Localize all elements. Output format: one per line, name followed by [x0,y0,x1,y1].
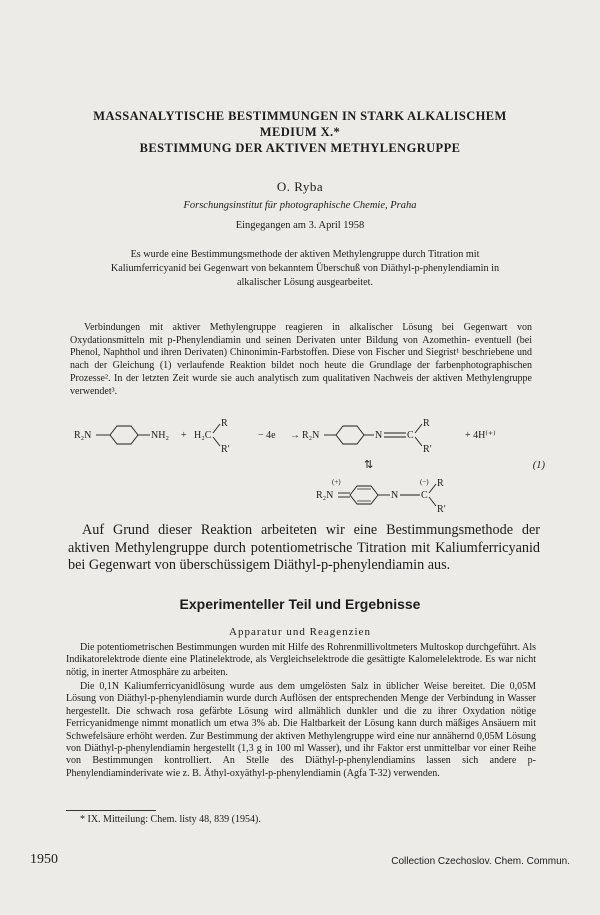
eq-r-3: R [437,478,444,489]
section-heading: Experimenteller Teil und Ergebnisse [179,596,421,612]
eq-equilibrium: ⇅ [364,459,374,471]
eq-r2n-2: R₂N [302,430,320,441]
eq-rprime-1: R′ [221,444,230,455]
author-affiliation: Forschungsinstitut für photographische Chemie, Praha [183,200,417,211]
eq-n-2: N [391,490,399,501]
eq-r2n-3: R₂N [316,490,334,501]
eq-h2c: H₂C [194,430,212,441]
eq-r2n-1: R₂N [74,430,92,441]
reagents-paragraph: Die 0,1N Kaliumferricyanidlösung wurde aus dem umgelösten Salz in üblicher Weise bereitet. Die 0,05M Lösung von Diäthyl-p-phenylendiamin wurde durch Auflösen der entsprechenden Menge der Verbindung in Wasser hergestellt. Die schwach rosa gefärbte Lösung wird allmählich dunkler und die zu ihrer Oxydation nötige Ferricyanidmenge nimmt monatlich um etwa 3% ab. Die Haltbarkeit der Lösung kann durch mäßiges Ansäuern mit Schwefelsäure erhöht werden. Zur Bestimmung der aktiven Methylengruppe wird eine nur annähernd 0,05M Lösung von Diäthyl-p-phenylendiamin hergestellt (1,3 g in 100 ml Wasser), und ihr Faktor erst unmittelbar vor einer Reihe von Bestimmungen kontrolliert. An Stelle des Diäthyl-p-phenylendiamins lassen sich andere p-Phenylendiaminderivate wie z. B. Äthyl-oxyäthyl-p-phenylendiamin (Agfa T-32) verwenden. [66,681,536,779]
eq-rprime-2: R′ [423,444,432,455]
method-statement: Auf Grund dieser Reaktion arbeiteten wir eine Bestimmungsmethode der aktiven Methylengruppe durch potentiometrische Titration mit Kaliumferricyanid bei Gegenwart von überschüssigem Diäthyl-p-phenylendiamin aus. [68,522,540,573]
eq-nh2: NH₂ [151,430,169,441]
title-line-1: MASSANALYTISCHE BESTIMMUNGEN IN STARK ALKALISCHEM [93,109,507,123]
eq-charge-plus: (+) [332,478,341,486]
equation-number: (1) [532,460,545,471]
eq-rprime-3: R′ [437,504,446,515]
eq-n-1: N [375,430,383,441]
abstract: Es wurde eine Bestimmungsmethode der aktiven Methylengruppe durch Titration mit Kaliumferricyanid bei Gegenwart von bekanntem Überschuß von Diäthyl-p-phenylendiamin in alkalischer Lösung ausgearbeitet. [110,249,500,288]
benzene-ring-1 [110,426,138,444]
journal-name: Collection Czechoslov. Chem. Commun. [391,856,570,867]
title-line-3: BESTIMMUNG DER AKTIVEN METHYLENGRUPPE [139,141,461,155]
eq-r-2: R [423,418,430,429]
eq-r-1: R [221,418,228,429]
subsection-heading: Apparatur und Reagenzien [229,626,371,638]
article-title [40,108,560,156]
reaction-equation [70,418,550,518]
footnote-rule [66,810,156,811]
eq-c-1: C [407,430,414,441]
apparatus-paragraph: Die potentiometrischen Bestimmungen wurden mit Hilfe des Rohrenmillivoltmeters Multoskop durchgeführt. Als Indikatorelektrode diente eine Platinelektrode, als Vergleichselektrode die gesättigte Kalomelelektrode. Es war nicht nötig, in inerter Atmosphäre zu arbeiten. [66,642,536,678]
eq-arrow: → [290,430,300,441]
received-date: Eingegangen am 3. April 1958 [235,220,365,231]
title-line-2: MEDIUM X.* [259,125,341,139]
eq-charge-minus: (−) [420,478,429,486]
eq-plus: + [181,430,187,441]
intro-paragraph: Verbindungen mit aktiver Methylengruppe reagieren in alkalischer Lösung bei Gegenwart von Oxydationsmitteln mit p-Phenylendiamin und seinen Derivaten unter Bildung von Azomethin- eventuell (bei Phenol, Naphthol und ihren Derivaten) Chinonimin-Farbstoffen. Diese von Fischer und Siegrist¹ beschriebene und nach der Gleichung (1) verlaufende Reaktion bildet noch heute die Grundlage der farbenphotographischen Prozesse². In der letzten Zeit wurde sie auch analytisch zum qualitativen Nachweis der aktiven Methylengruppe verwendet³. [70,322,532,397]
footnote: * IX. Mitteilung: Chem. listy 48, 839 (1954). [80,814,261,825]
eq-c-2: C [421,490,428,501]
eq-minus-4e: − 4e [258,430,276,441]
page-number: 1950 [30,852,58,867]
benzene-ring-2 [336,426,364,444]
eq-plus-4h: + 4H⁽⁺⁾ [465,430,496,441]
author-name: O. Ryba [276,179,324,194]
